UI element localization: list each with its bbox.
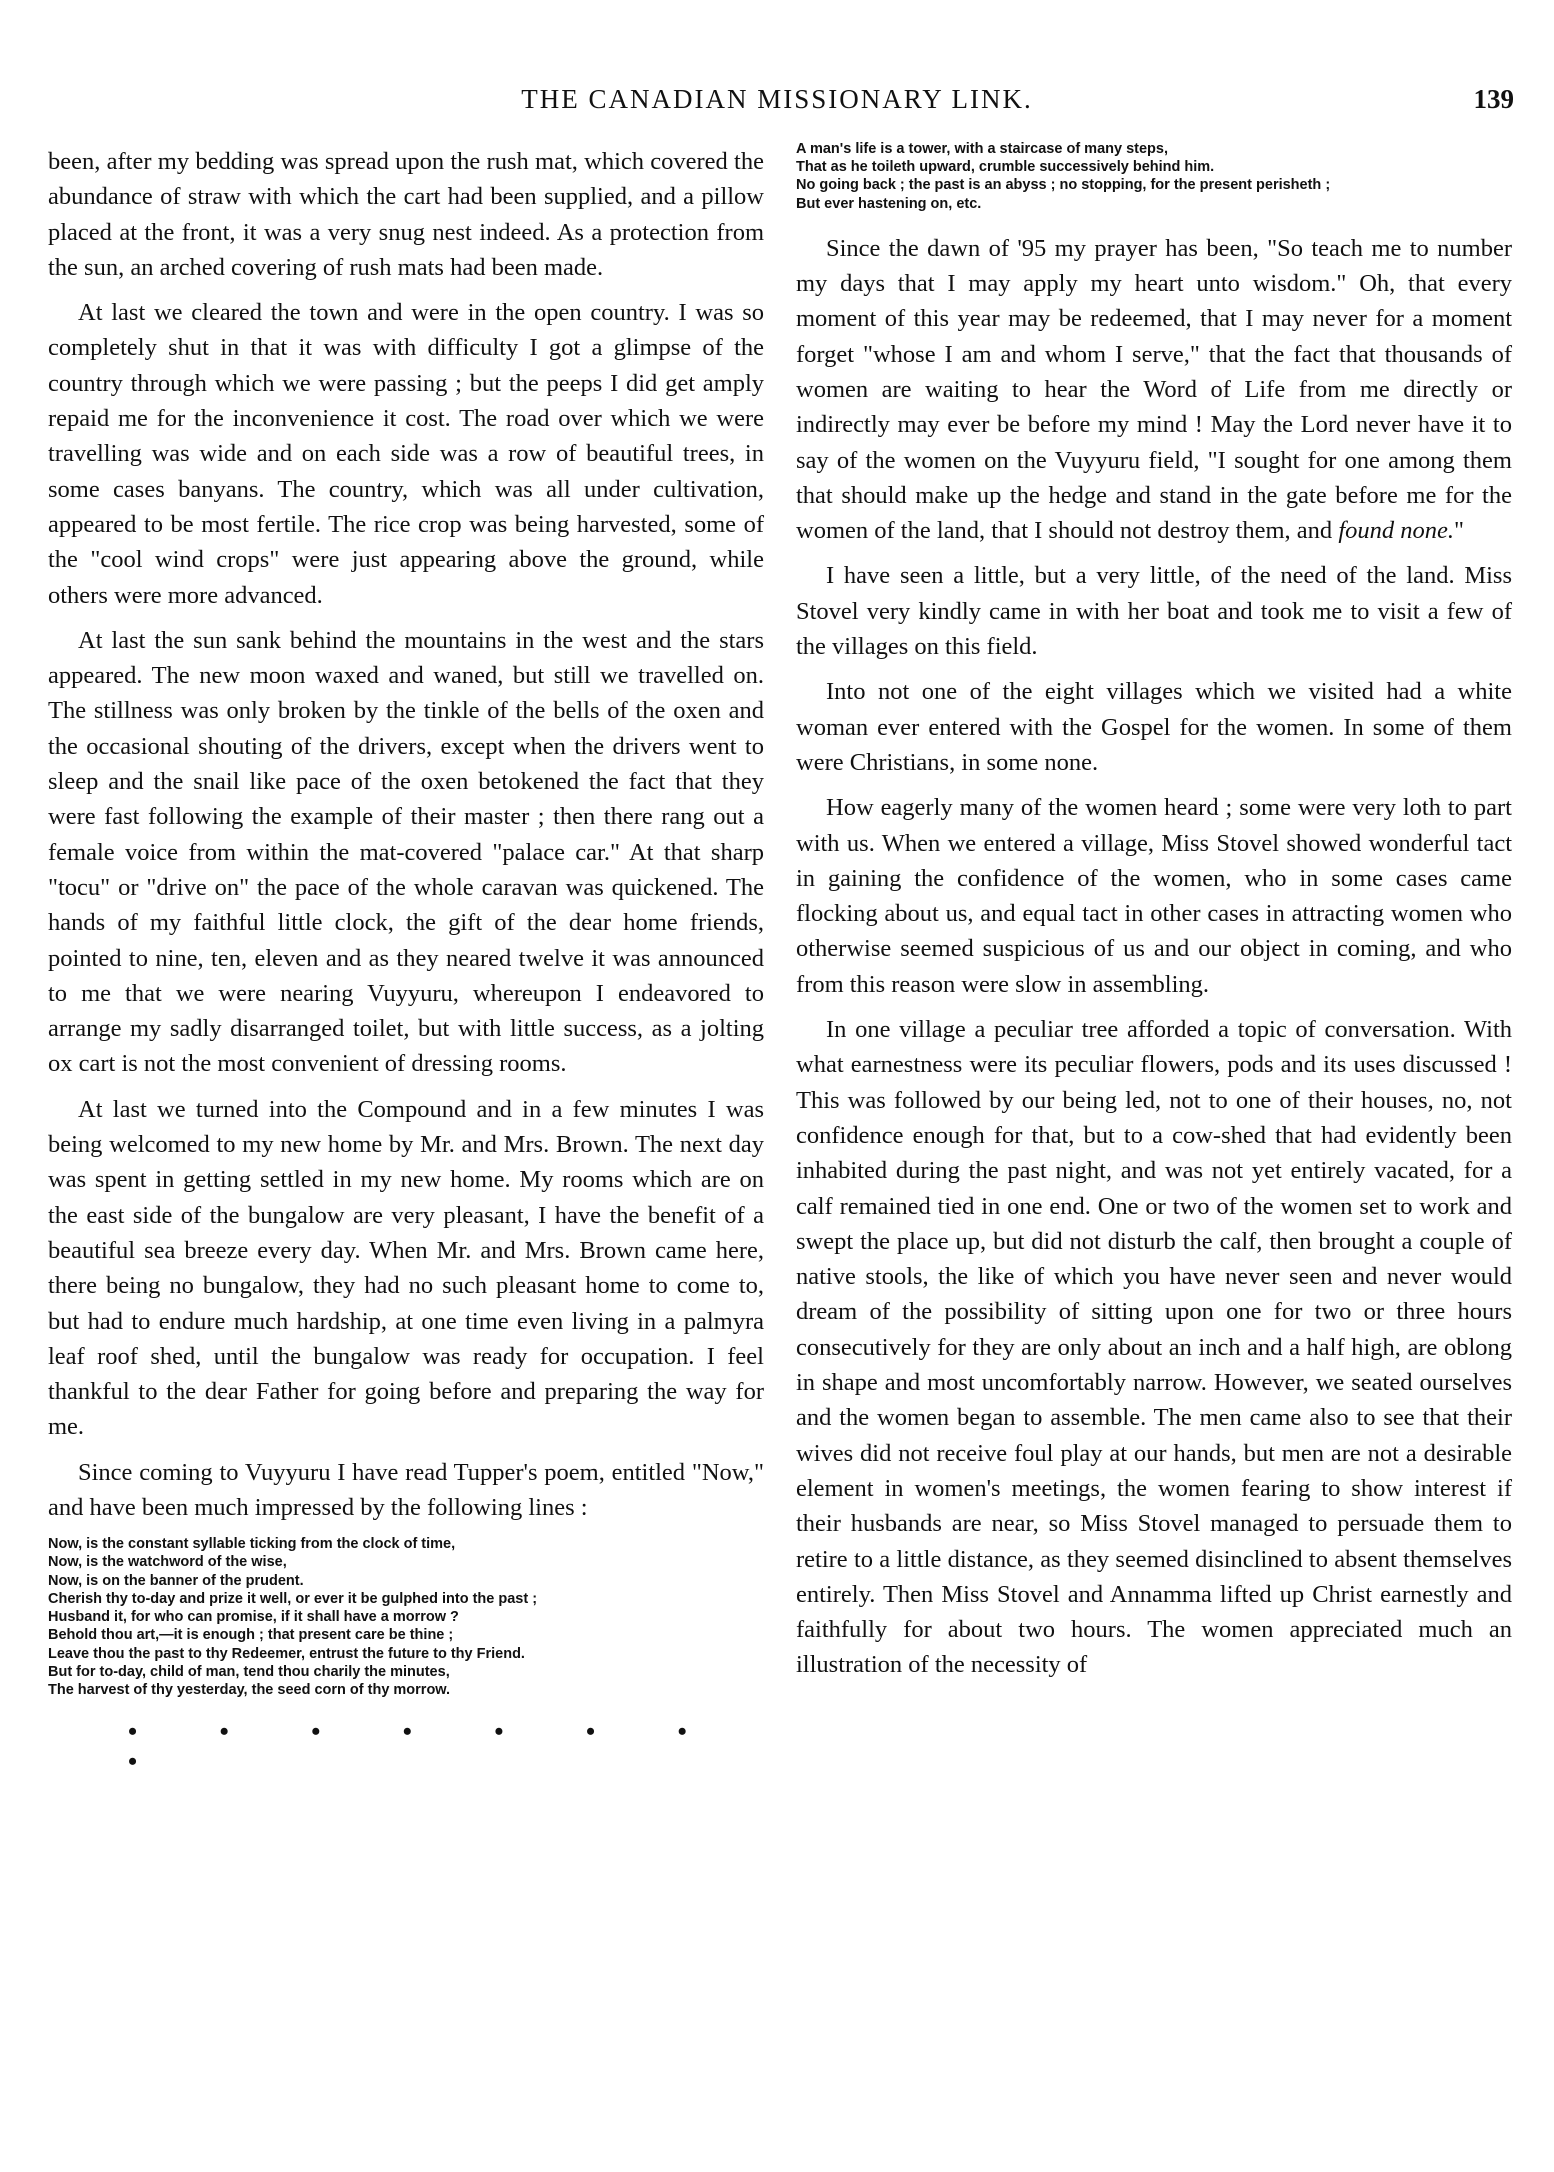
poem-line: Leave thou the past to thy Redeemer, entrust the future to thy Friend. xyxy=(48,1645,525,1662)
paragraph: How eagerly many of the women heard ; some were very loth to part with us. When we entered a village, Miss Stovel showed wonderful tact in gaining the confidence of the women, who in some cases came flocking about us, and equal tact in other cases in attracting women who otherwise seemed suspicious of us and our object in coming, and who from this reason were slow in assembling. xyxy=(796,794,1512,998)
page-header xyxy=(40,84,1514,124)
running-title: THE CANADIAN MISSIONARY LINK. xyxy=(521,84,1033,114)
paragraph xyxy=(796,231,1512,549)
poem-line: Cherish thy to-day and prize it well, or ever it be gulphed into the past ; xyxy=(48,1590,538,1607)
poem-line: But ever hastening on, etc. xyxy=(796,195,982,212)
poem-line: Behold thou art,—it is enough ; that present care be thine ; xyxy=(48,1627,454,1644)
poem-line: Now, is the watchword of the wise, xyxy=(48,1554,287,1571)
paragraph: Since coming to Vuyyuru I have read Tupper's poem, entitled "Now," and have been much impressed by the following lines : xyxy=(48,1458,764,1521)
paragraph: I have seen a little, but a very little, of the need of the land. Miss Stovel very kindly came in with her boat and took me to visit a few of the villages on this field. xyxy=(796,562,1512,661)
poem-quote xyxy=(48,1535,764,1699)
poem-line: Now, is on the banner of the prudent. xyxy=(48,1572,304,1589)
poem-line: No going back ; the past is an abyss ; no stopping, for the present perisheth ; xyxy=(796,177,1331,194)
paragraph: Into not one of the eight villages which we visited had a white woman ever entered with the Gospel for the women. In some of them were Christians, in some none. xyxy=(796,678,1512,776)
section-break-dots: • • • • • • • • xyxy=(128,1717,725,1777)
paragraph: At last we turned into the Compound and in a few minutes I was being welcomed to my new home by Mr. and Mrs. Brown. The next day was spent in getting settled in my new home. My rooms which are on the east side of the bungalow are very pleasant, I have the benefit of a beautiful sea breeze every day. When Mr. and Mrs. Brown came here, there being no bungalow, they had no such pleasant home to come to, but had to endure much hardship, at one time even living in a palmyra leaf roof shed, until the bungalow was ready for occupation. I feel thankful to the dear Father for going before and preparing the way for me. xyxy=(48,1095,764,1441)
paragraph-text: Since the dawn of '95 my prayer has been, "So teach me to number my days that I may apply my heart unto wisdom." Oh, that every moment of this year may be redeemed, that I may never for a moment forget "whose I am and whom I serve," that the fact that thousands of women are waiting to hear the Word of Life from me directly or indirectly may ever be before my mind ! May the Lord never have it to say of the women on the Vuyyuru field, "I sought for one among them that should make up the hedge and stand in the gate before me for the women of the land, that I should not destroy them, and xyxy=(796,234,1512,545)
paragraph: In one village a peculiar tree afforded a topic of conversation. With what earnestness were its peculiar flowers, pods and its uses discussed ! This was followed by our being led, not to one of their houses, no, not confidence enough for that, but to a cow-shed that had evidently been inhabited during the past night, and was not yet entirely vacated, for a calf remained tied in one end. One or two of the women set to work and swept the place up, but did not disturb the calf, then brought a couple of native stools, the like of which you have never seen and never would dream of the possibility of sitting upon one for two or three hours consecutively for they are only about an inch and a half high, are oblong in shape and most uncomfortably narrow. However, we seated ourselves and the women began to assemble. The men came also to see that their wives did not receive foul play at our hands, but men are not a desirable element in women's meetings, the women fearing to show interest if their husbands are near, so Miss Stovel managed to persuade them to retire to a little distance, as they seemed disinclined to absent themselves entirely. Then Miss Stovel and Annamma lifted up Christ earnestly and faithfully for about two hours. The women appreciated much an illustration of the necessity of xyxy=(796,1016,1512,1679)
paragraph: At last the sun sank behind the mountains in the west and the stars appeared. The new moon waxed and waned, but still we travelled on. The stillness was only broken by the tinkle of the bells of the oxen and the occasional shouting of the drivers, except when the drivers went to sleep and the snail like pace of the oxen betokened the fact that they were fast following the example of their master ; then there rang out a female voice from within the mat-covered "palace car." At that sharp "tocu" or "drive on" the pace of the whole caravan was quickened. The hands of my faithful little clock, the gift of the dear home friends, pointed to nine, ten, eleven and as they neared twelve it was announced to me that we were nearing Vuyyuru, whereupon I endeavored to arrange my sadly disarranged toilet, but with little success, as a jolting ox cart is not the most convenient of dressing rooms. xyxy=(48,626,764,1078)
poem-line: A man's life is a tower, with a staircase of many steps, xyxy=(796,141,1168,157)
poem-quote xyxy=(796,140,1512,213)
poem-line: The harvest of thy yesterday, the seed corn of thy morrow. xyxy=(48,1681,451,1698)
poem-line: That as he toileth upward, crumble successively behind him. xyxy=(796,159,1215,176)
poem-line: But for to-day, child of man, tend thou charily the minutes, xyxy=(48,1663,450,1680)
paragraph: been, after my bedding was spread upon the rush mat, which covered the abundance of straw with which the cart had been supplied, and a pillow placed at the front, it was a very snug nest indeed. As a protection from the sun, an arched covering of rush mats had been made. xyxy=(48,148,764,281)
closing-quote: " xyxy=(1454,517,1465,545)
page-number: 139 xyxy=(1473,84,1514,114)
left-column xyxy=(48,144,764,1777)
poem-line: Husband it, for who can promise, if it shall have a morrow ? xyxy=(48,1609,459,1626)
poem-line: Now, is the constant syllable ticking from the clock of time, xyxy=(48,1536,456,1553)
right-column xyxy=(796,141,1512,1693)
emphasis-text: found none. xyxy=(1338,517,1454,545)
paragraph: At last we cleared the town and were in the open country. I was so completely shut in that it was with difficulty I got a glimpse of the country through which we were passing ; but the peeps I did get amply repaid me for the inconvenience it cost. The road over which we were travelling was wide and on each side was a row of beautiful trees, in some cases banyans. The country, which was all under cultivation, appeared to be most fertile. The rice crop was being harvested, some of the "cool wind crops" were just appearing above the ground, while others were more advanced. xyxy=(48,299,764,609)
